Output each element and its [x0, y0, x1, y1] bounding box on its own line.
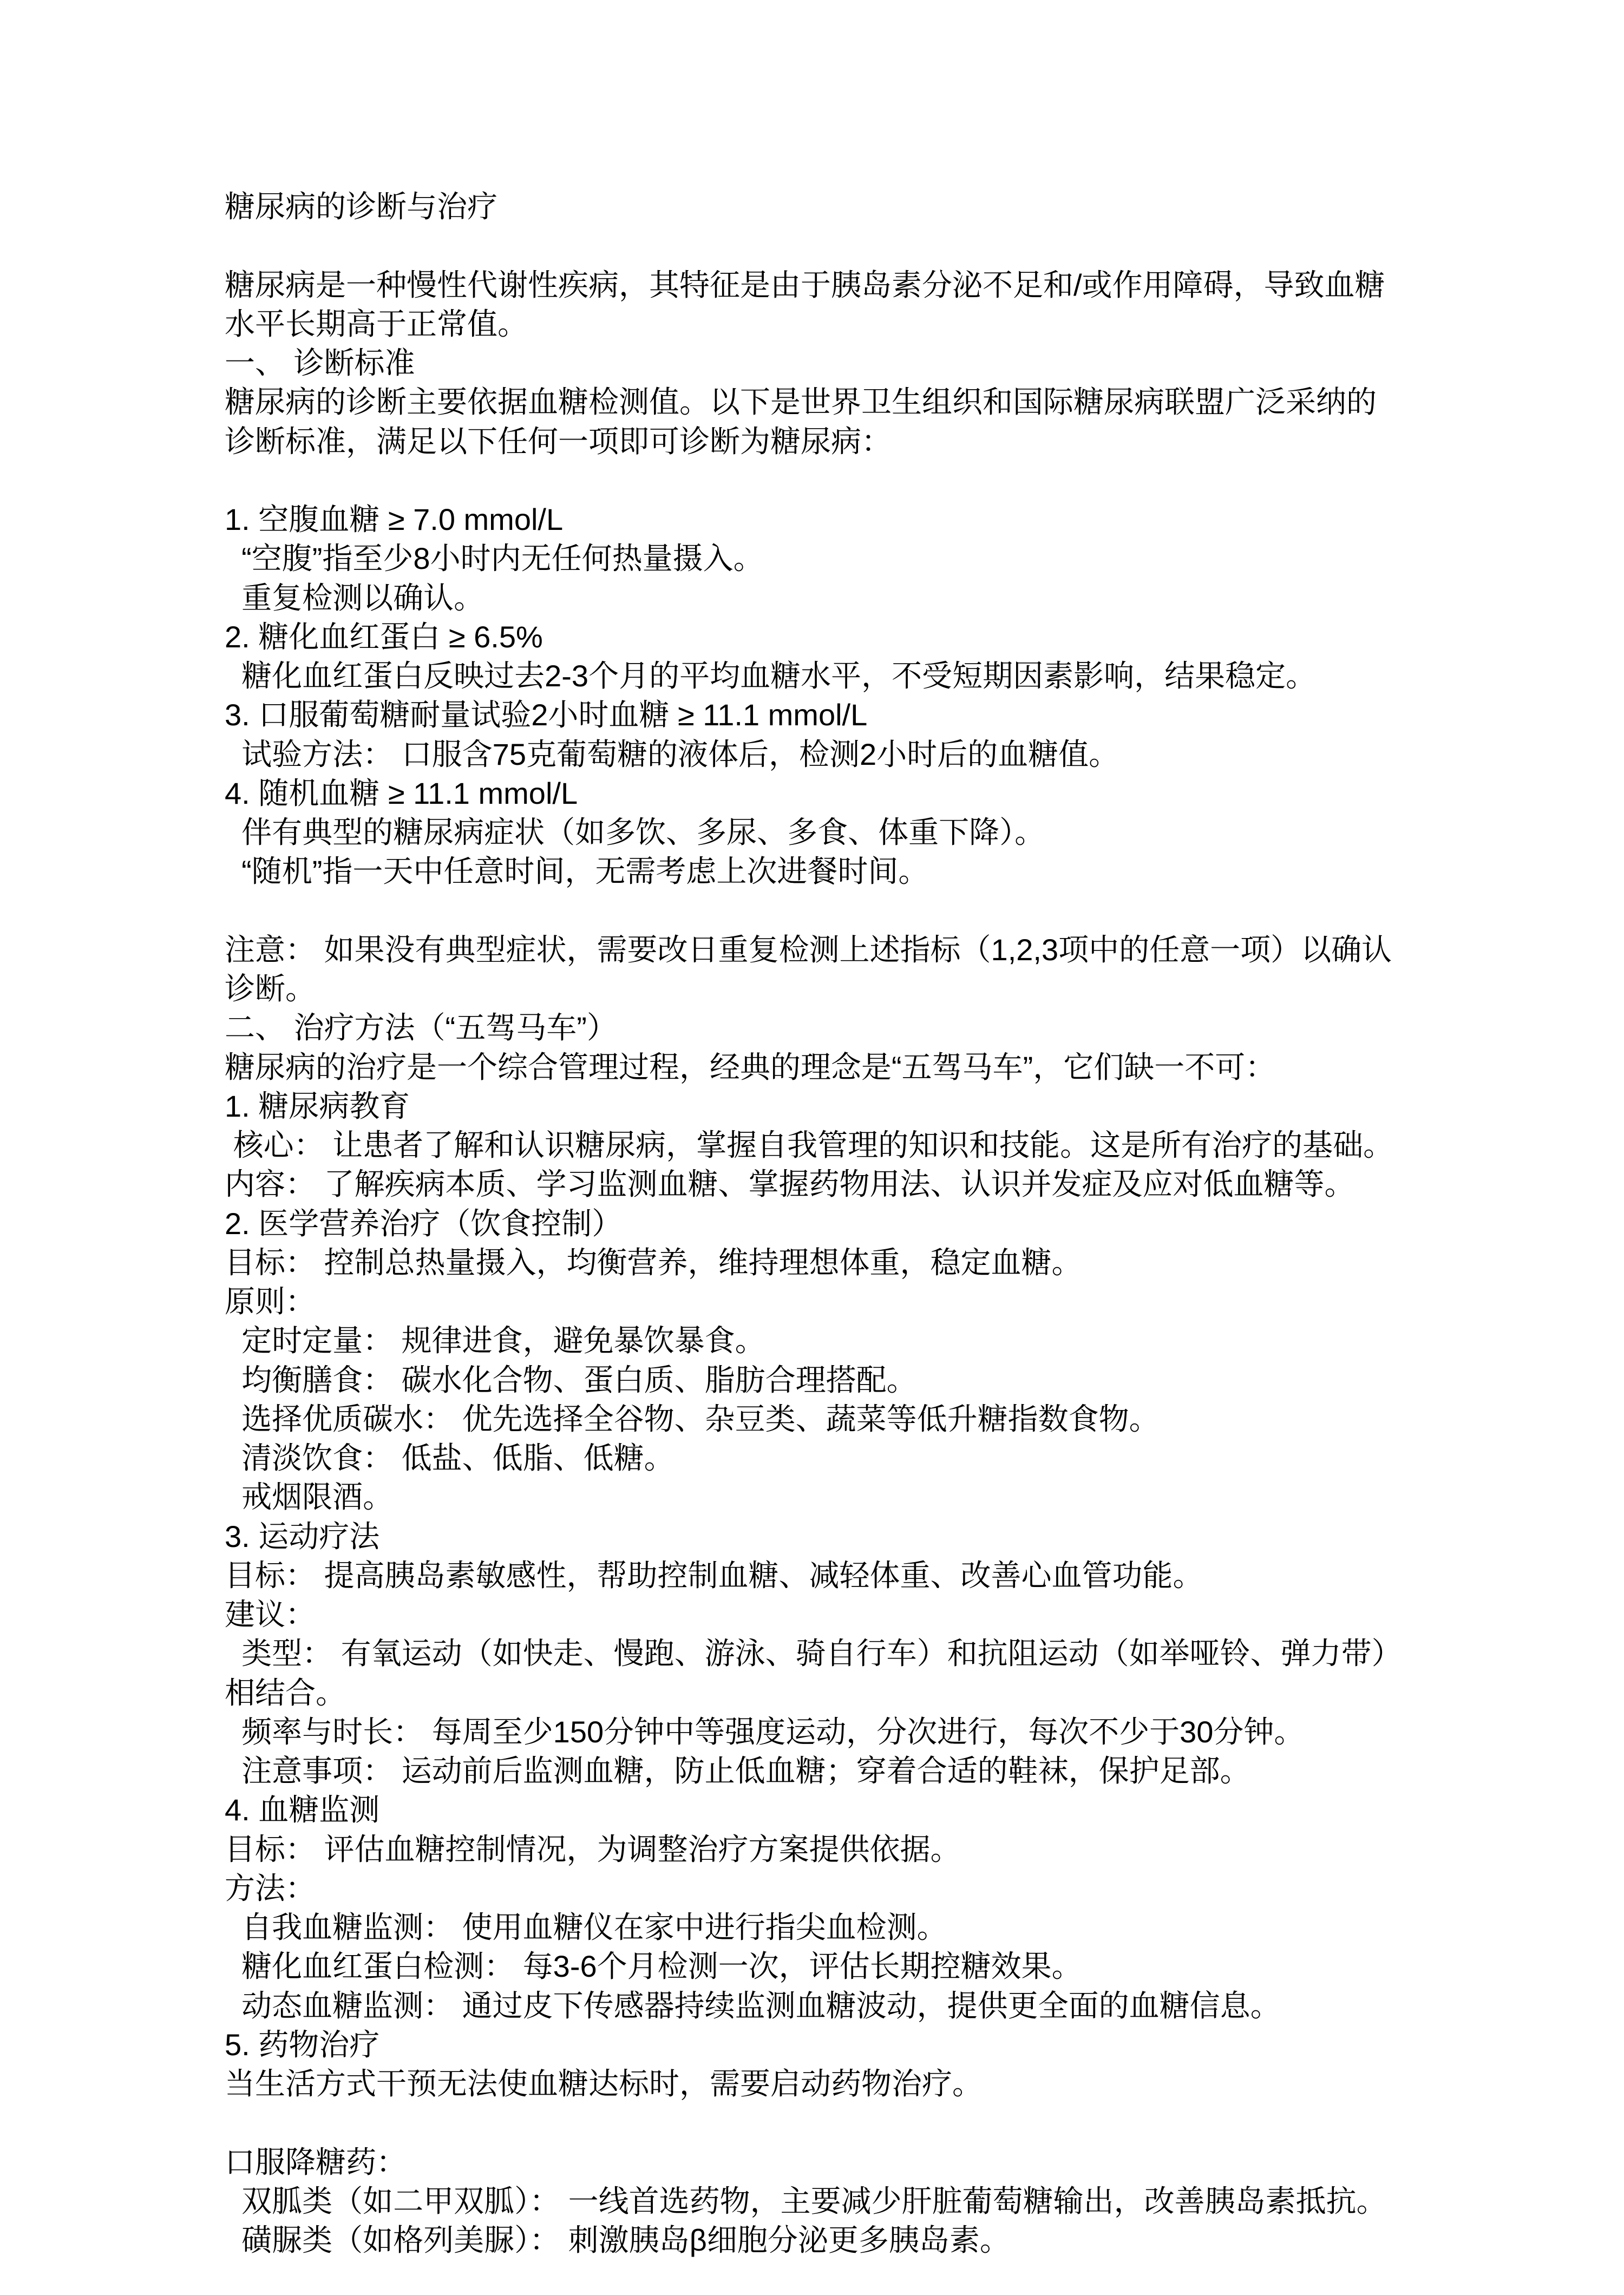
text-line: 一、 诊断标准	[225, 346, 415, 380]
text-line: 口服降糖药：	[225, 2145, 407, 2179]
text-line: 核心： 让患者了解和认识糖尿病，掌握自我管理的知识和技能。这是所有治疗的基础。	[225, 1128, 1394, 1162]
text-line: 动态血糖监测： 通过皮下传感器持续监测血糖波动，提供更全面的血糖信息。	[225, 1988, 1281, 2023]
text-line: 水平长期高于正常值。	[225, 306, 528, 341]
text-line: 1. 空腹血糖 ≥ 7.0 mmol/L	[225, 502, 564, 536]
text-line: 注意事项： 运动前后监测血糖，防止低血糖；穿着合适的鞋袜，保护足部。	[225, 1754, 1250, 1788]
text-line	[225, 2103, 1459, 2142]
document-title: 糖尿病的诊断与治疗	[225, 189, 497, 224]
text-line: 糖化血红蛋白反映过去2-3个月的平均血糖水平，不受短期因素影响，结果稳定。	[225, 659, 1317, 693]
text-line: 相结合。	[225, 1675, 346, 1710]
text-line: 糖尿病的治疗是一个综合管理过程，经典的理念是“五驾马车”，它们缺一不可：	[225, 1050, 1276, 1084]
text-line: 双胍类（如二甲双胍）： 一线首选药物，主要减少肝脏葡萄糖输出，改善胰岛素抵抗。	[225, 2183, 1387, 2218]
text-line	[225, 226, 1459, 265]
text-line: 均衡膳食： 碳水化合物、蛋白质、脂肪合理搭配。	[225, 1362, 917, 1397]
text-line: 方法：	[225, 1871, 316, 1905]
text-line: 当生活方式干预无法使血糖达标时，需要启动药物治疗。	[225, 2067, 983, 2101]
text-line: 2. 医学营养治疗（饮食控制）	[225, 1206, 623, 1241]
text-line: 目标： 控制总热量摄入，均衡营养，维持理想体重，稳定血糖。	[225, 1245, 1082, 1280]
text-line	[225, 461, 1459, 500]
text-line: 4. 血糖监测	[225, 1793, 380, 1827]
text-line: 糖尿病是一种慢性代谢性疾病，其特征是由于胰岛素分泌不足和/或作用障碍，导致血糖	[225, 267, 1385, 302]
text-line: 自我血糖监测： 使用血糖仪在家中进行指尖血检测。	[225, 1910, 947, 1944]
text-line: 诊断。	[225, 972, 316, 1006]
text-line: 试验方法： 口服含75克葡萄糖的液体后，检测2小时后的血糖值。	[225, 737, 1119, 771]
text-line: 3. 口服葡萄糖耐量试验2小时血糖 ≥ 11.1 mmol/L	[225, 698, 868, 732]
text-line: 1. 糖尿病教育	[225, 1089, 410, 1123]
text-line: 注意： 如果没有典型症状，需要改日重复检测上述指标（1,2,3项中的任意一项）以确认	[225, 932, 1392, 967]
text-line: 4. 随机血糖 ≥ 11.1 mmol/L	[225, 776, 578, 810]
text-line: 选择优质碳水： 优先选择全谷物、杂豆类、蔬菜等低升糖指数食物。	[225, 1401, 1160, 1436]
text-line: 清淡饮食： 低盐、低脂、低糖。	[225, 1441, 675, 1475]
text-line: 二、 治疗方法（“五驾马车”）	[225, 1011, 617, 1045]
text-line: 重复检测以确认。	[225, 580, 484, 615]
document-page	[225, 187, 1459, 2260]
text-line: 原则：	[225, 1284, 316, 1319]
text-line: “空腹”指至少8小时内无任何热量摄入。	[225, 541, 764, 576]
text-line: 糖尿病的诊断主要依据血糖检测值。以下是世界卫生组织和国际糖尿病联盟广泛采纳的	[225, 385, 1377, 419]
text-line: 诊断标准，满足以下任何一项即可诊断为糖尿病：	[225, 424, 892, 458]
text-line	[225, 891, 1459, 930]
text-line: 定时定量： 规律进食，避免暴饮暴食。	[225, 1323, 765, 1358]
text-line: 3. 运动疗法	[225, 1519, 380, 1553]
text-line: 磺脲类（如格列美脲）： 刺激胰岛β细胞分泌更多胰岛素。	[225, 2223, 1010, 2257]
text-line: 目标： 评估血糖控制情况，为调整治疗方案提供依据。	[225, 1832, 961, 1866]
text-line: 类型： 有氧运动（如快走、慢跑、游泳、骑自行车）和抗阻运动（如举哑铃、弹力带）	[225, 1636, 1402, 1671]
text-line: 内容： 了解疾病本质、学习监测血糖、掌握药物用法、认识并发症及应对低血糖等。	[225, 1167, 1355, 1202]
text-line: 5. 药物治疗	[225, 2027, 380, 2062]
text-line: “随机”指一天中任意时间，无需考虑上次进餐时间。	[225, 854, 929, 889]
text-line: 频率与时长： 每周至少150分钟中等强度运动，分次进行，每次不少于30分钟。	[225, 1714, 1305, 1749]
text-line: 伴有典型的糖尿病症状（如多饮、多尿、多食、体重下降）。	[225, 815, 1045, 849]
text-line: 戒烟限酒。	[225, 1480, 394, 1514]
text-line: 糖化血红蛋白检测： 每3-6个月检测一次，评估长期控糖效果。	[225, 1949, 1082, 1984]
text-line: 目标： 提高胰岛素敏感性，帮助控制血糖、减轻体重、改善心血管功能。	[225, 1558, 1203, 1592]
text-line: 建议：	[225, 1597, 316, 1631]
text-line: 2. 糖化血红蛋白 ≥ 6.5%	[225, 619, 543, 654]
